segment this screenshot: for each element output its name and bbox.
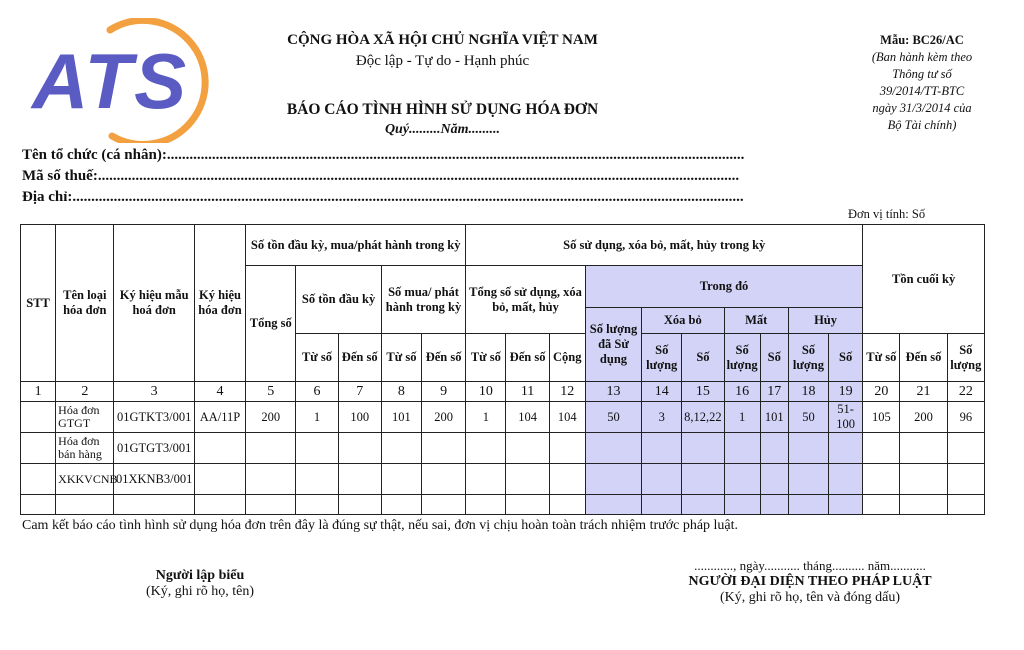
header-to: Đến số (900, 334, 947, 382)
header-used-total: Tổng số sử dụng, xóa bỏ, mất, hủy (466, 266, 586, 334)
column-number: 22 (947, 382, 984, 402)
table-cell[interactable]: 01XKNB3/001 (114, 464, 194, 495)
header-from: Từ số (296, 334, 338, 382)
column-number: 12 (549, 382, 585, 402)
column-number: 11 (506, 382, 549, 402)
date-line: ............, ngày........... tháng.......... năm........... (694, 558, 926, 573)
table-cell[interactable] (246, 495, 296, 515)
table-cell[interactable]: 101 (760, 402, 788, 433)
table-cell[interactable] (585, 464, 641, 495)
table-cell[interactable] (381, 433, 421, 464)
motto: Độc lập - Tự do - Hạnh phúc (355, 53, 530, 69)
table-cell[interactable] (422, 464, 466, 495)
column-number: 9 (422, 382, 466, 402)
table-cell[interactable] (788, 464, 828, 495)
header-deleted: Xóa bỏ (642, 308, 724, 334)
table-row (21, 464, 985, 495)
preparer-signature (100, 568, 300, 600)
form-note-line: 39/2014/TT-BTC (879, 84, 965, 98)
invoice-usage-table (20, 224, 985, 515)
table-cell[interactable] (466, 495, 506, 515)
header-total: Tổng số (246, 266, 296, 382)
header-qty: Số lượng (724, 334, 760, 382)
table-row (21, 495, 985, 515)
table-cell[interactable] (829, 495, 863, 515)
header-template: Ký hiệu mẫu hoá đơn (114, 225, 194, 382)
table-cell[interactable] (788, 433, 828, 464)
column-number: 17 (760, 382, 788, 402)
address-field[interactable]: Địa chỉ:................................................................................................................................................................................... (22, 189, 744, 205)
table-cell[interactable] (682, 495, 724, 515)
table-cell[interactable]: 200 (246, 402, 296, 433)
column-number: 14 (642, 382, 682, 402)
table-cell[interactable] (788, 495, 828, 515)
table-cell[interactable]: 01GTGT3/001 (114, 433, 194, 464)
table-cell[interactable] (829, 464, 863, 495)
table-cell[interactable] (506, 433, 549, 464)
table-cell[interactable]: 105 (863, 402, 900, 433)
legal-rep-signature (640, 558, 980, 606)
table-cell[interactable] (466, 464, 506, 495)
table-cell[interactable] (760, 464, 788, 495)
table-cell[interactable]: 104 (549, 402, 585, 433)
table-cell[interactable] (338, 464, 381, 495)
table-cell[interactable] (724, 433, 760, 464)
table-cell[interactable] (760, 433, 788, 464)
table-cell[interactable] (338, 495, 381, 515)
table-cell[interactable] (506, 495, 549, 515)
table-cell[interactable] (549, 464, 585, 495)
column-number: 1 (21, 382, 56, 402)
logo-text: ATS (32, 37, 189, 125)
header-number: Số (760, 334, 788, 382)
header-qty: Số lượng (788, 334, 828, 382)
table-cell[interactable]: AA/11P (194, 402, 245, 433)
header-number: Số (682, 334, 724, 382)
unit-label: Đơn vị tính: Số (848, 207, 926, 221)
table-cell[interactable]: Hóa đơn bán hàng (56, 433, 114, 464)
table-cell[interactable] (21, 402, 56, 433)
table-cell[interactable] (296, 495, 338, 515)
table-cell[interactable] (724, 495, 760, 515)
table-cell[interactable]: 100 (338, 402, 381, 433)
table-cell[interactable]: 3 (642, 402, 682, 433)
preparer-title: Người lập biểu (155, 568, 245, 583)
column-number: 21 (900, 382, 947, 402)
table-cell[interactable] (338, 433, 381, 464)
commitment-statement: Cam kết báo cáo tình hình sử dụng hóa đơn trên đây là đúng sự thật, nếu sai, đơn vị chịu hoàn toàn trách nhiệm trước pháp luật. (22, 518, 739, 533)
header-to: Đến số (506, 334, 549, 382)
column-number: 3 (114, 382, 194, 402)
table-cell[interactable] (296, 464, 338, 495)
table-cell[interactable]: 101 (381, 402, 421, 433)
table-cell[interactable] (585, 433, 641, 464)
table-cell[interactable] (863, 464, 900, 495)
column-number: 6 (296, 382, 338, 402)
column-number: 5 (246, 382, 296, 402)
table-cell[interactable] (381, 464, 421, 495)
table-cell[interactable]: 50 (585, 402, 641, 433)
table-cell[interactable] (246, 433, 296, 464)
table-cell[interactable] (947, 433, 984, 464)
header-qty: Số lượng (642, 334, 682, 382)
table-cell[interactable] (900, 464, 947, 495)
table-cell[interactable]: 51-100 (829, 402, 863, 433)
table-cell[interactable] (682, 433, 724, 464)
legal-title: NGƯỜI ĐẠI DIỆN THEO PHÁP LUẬT (688, 574, 932, 589)
header-of-which: Trong đó (585, 266, 862, 308)
legal-note: (Ký, ghi rõ họ, tên và đóng dấu) (719, 590, 901, 605)
header-opening: Số tồn đầu kỳ (296, 266, 381, 334)
table-cell[interactable] (682, 464, 724, 495)
table-cell[interactable]: 1 (296, 402, 338, 433)
header-from: Từ số (863, 334, 900, 382)
table-cell[interactable] (724, 464, 760, 495)
preparer-note: (Ký, ghi rõ họ, tên) (145, 584, 255, 599)
table-cell[interactable]: XKKVCNB (56, 464, 114, 495)
org-name-field[interactable]: Tên tổ chức (cá nhân):.......................................................................................................................................................... (22, 147, 745, 163)
header-from: Từ số (381, 334, 421, 382)
table-cell[interactable] (21, 464, 56, 495)
column-number: 4 (194, 382, 245, 402)
table-cell[interactable]: 8,12,22 (682, 402, 724, 433)
table-cell[interactable] (21, 495, 56, 515)
form-code-box (832, 32, 1012, 134)
column-number-row (21, 382, 985, 402)
table-cell[interactable]: 50 (788, 402, 828, 433)
header-symbol: Ký hiệu hóa đơn (194, 225, 245, 382)
column-number: 7 (338, 382, 381, 402)
form-note-line: Bộ Tài chính) (887, 118, 957, 132)
column-number: 20 (863, 382, 900, 402)
table-cell[interactable]: 200 (900, 402, 947, 433)
report-title: BÁO CÁO TÌNH HÌNH SỬ DỤNG HÓA ĐƠN (286, 101, 599, 118)
header-to: Đến số (422, 334, 466, 382)
table-cell[interactable] (549, 433, 585, 464)
column-number: 15 (682, 382, 724, 402)
table-cell[interactable] (194, 464, 245, 495)
header-used-qty: Số lượng đã Sử dụng (585, 308, 641, 382)
table-cell[interactable] (900, 495, 947, 515)
table-cell[interactable] (829, 433, 863, 464)
table-cell[interactable] (194, 495, 245, 515)
header-lost: Mất (724, 308, 788, 334)
form-note-line: (Ban hành kèm theo (871, 50, 973, 64)
table-cell[interactable]: 200 (422, 402, 466, 433)
column-number: 10 (466, 382, 506, 402)
table-cell[interactable]: 104 (506, 402, 549, 433)
table-cell[interactable] (863, 495, 900, 515)
table-cell[interactable] (585, 495, 641, 515)
column-number: 8 (381, 382, 421, 402)
form-code: Mẫu: BC26/AC (880, 33, 964, 47)
table-cell[interactable] (760, 495, 788, 515)
header-sum: Cộng (549, 334, 585, 382)
table-cell[interactable] (114, 495, 194, 515)
header-stt: STT (21, 225, 56, 382)
header-cancelled: Hủy (788, 308, 862, 334)
table-cell[interactable] (642, 464, 682, 495)
column-number: 13 (585, 382, 641, 402)
table-cell[interactable] (21, 433, 56, 464)
table-cell[interactable]: 1 (724, 402, 760, 433)
header-used-group: Số sử dụng, xóa bỏ, mất, hủy trong kỳ (466, 225, 863, 266)
nation-heading: CỘNG HÒA XÃ HỘI CHỦ NGHĨA VIỆT NAM (287, 32, 598, 48)
header-opening-group: Số tồn đầu kỳ, mua/phát hành trong kỳ (246, 225, 466, 266)
table-cell[interactable] (194, 433, 245, 464)
table-cell[interactable]: 1 (466, 402, 506, 433)
header-closing: Tồn cuối kỳ (863, 225, 985, 334)
header-number: Số (829, 334, 863, 382)
table-cell[interactable] (947, 495, 984, 515)
column-number: 19 (829, 382, 863, 402)
header-to: Đến số (338, 334, 381, 382)
column-number: 2 (56, 382, 114, 402)
table-cell[interactable] (863, 433, 900, 464)
table-row (21, 433, 985, 464)
table-cell[interactable] (549, 495, 585, 515)
form-note-line: Thông tư số (892, 67, 952, 81)
form-note-line: ngày 31/3/2014 của (872, 101, 972, 115)
table-cell[interactable] (900, 433, 947, 464)
table-cell[interactable]: 96 (947, 402, 984, 433)
table-cell[interactable] (466, 433, 506, 464)
column-number: 18 (788, 382, 828, 402)
table-cell[interactable] (56, 495, 114, 515)
table-cell[interactable] (246, 464, 296, 495)
table-cell[interactable]: Hóa đơn GTGT (56, 402, 114, 433)
column-number: 16 (724, 382, 760, 402)
header-purchased: Số mua/ phát hành trong kỳ (381, 266, 465, 334)
table-cell[interactable] (422, 433, 466, 464)
table-cell[interactable] (381, 495, 421, 515)
header-qty: Số lượng (947, 334, 984, 382)
header-name: Tên loại hóa đơn (56, 225, 114, 382)
table-cell[interactable] (947, 464, 984, 495)
table-cell[interactable] (296, 433, 338, 464)
table-cell[interactable] (642, 433, 682, 464)
table-row (21, 402, 985, 433)
tax-code-field[interactable]: Mã số thuế:........................................................................................................................................................................... (22, 168, 740, 184)
table-cell[interactable] (422, 495, 466, 515)
header-from: Từ số (466, 334, 506, 382)
table-cell[interactable] (642, 495, 682, 515)
report-period: Quý.........Năm......... (384, 122, 501, 137)
table-cell[interactable] (506, 464, 549, 495)
table-cell[interactable]: 01GTKT3/001 (114, 402, 194, 433)
